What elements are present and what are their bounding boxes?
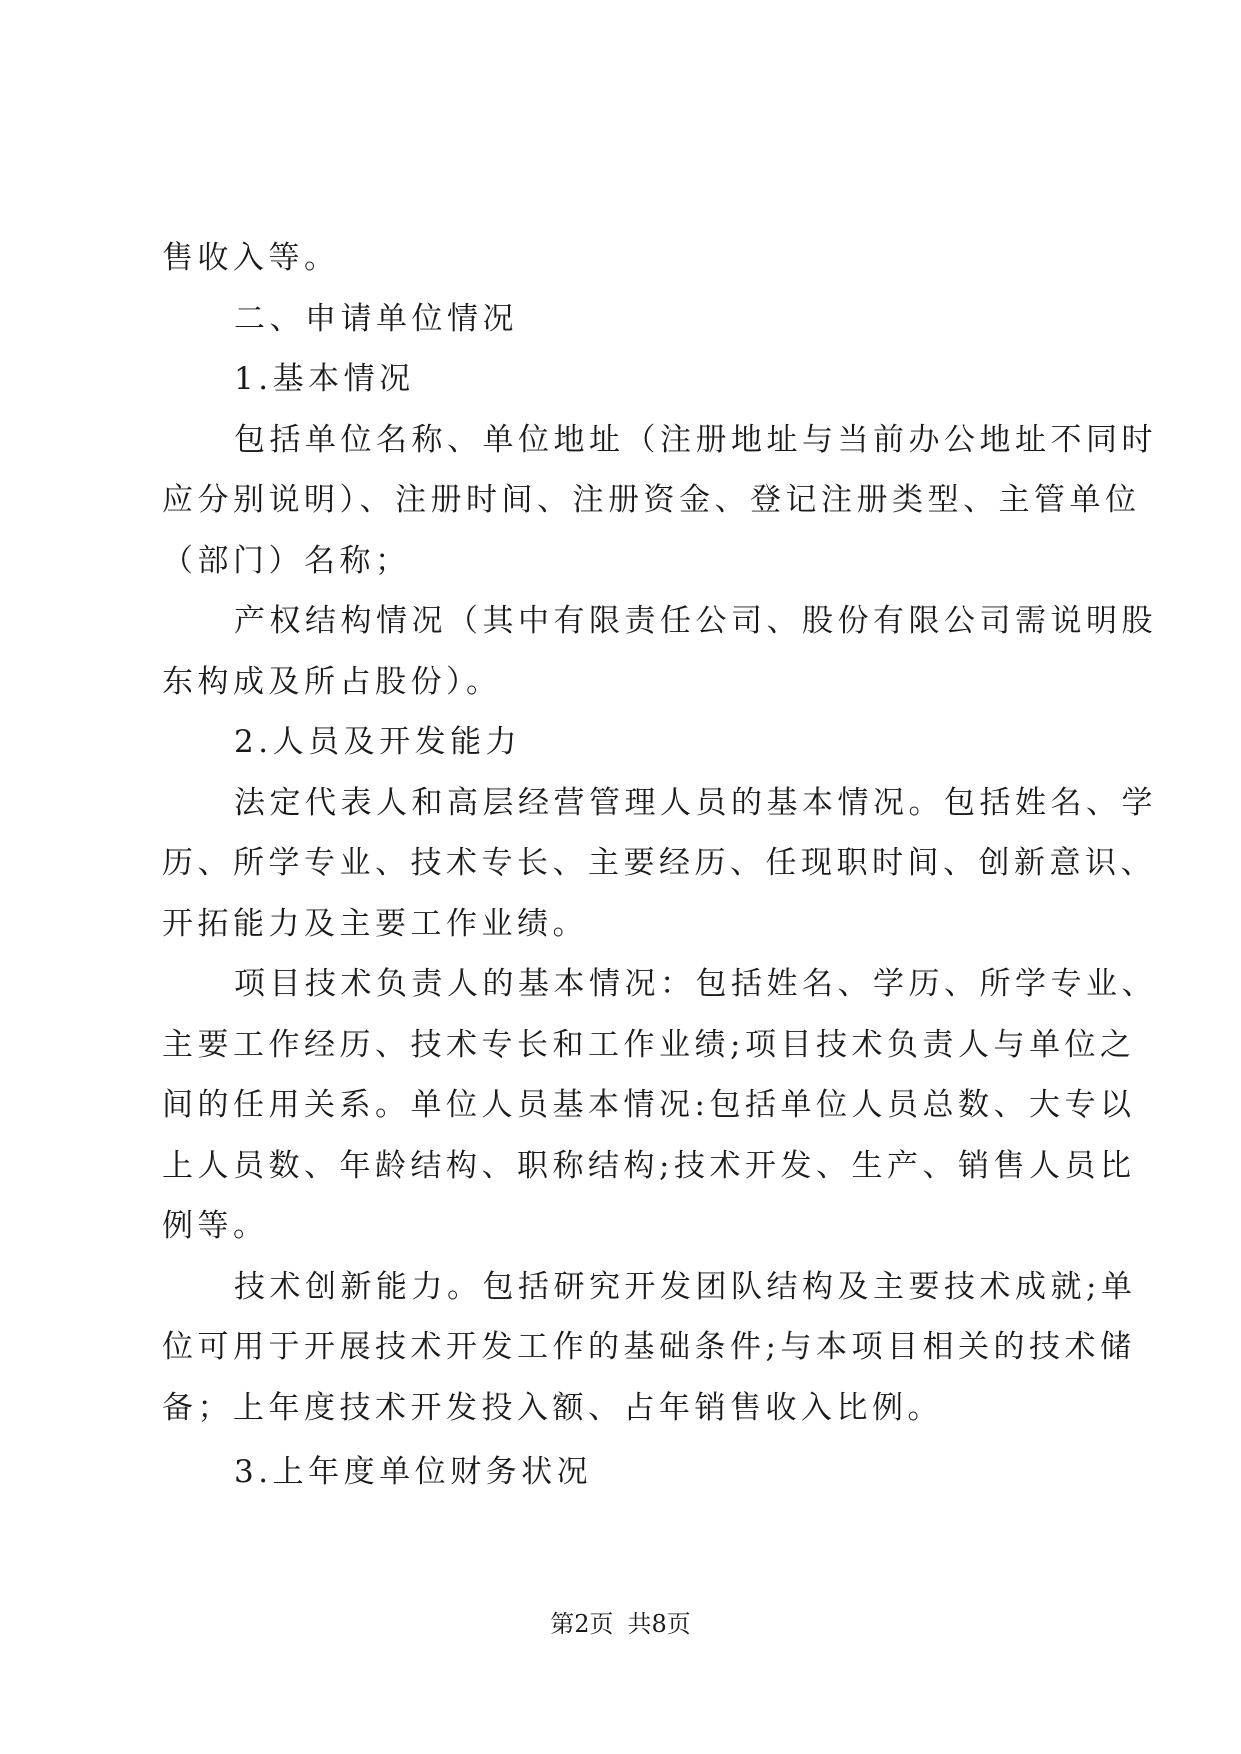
text-line: 法定代表人和高层经营管理人员的基本情况。包括姓名、学 bbox=[234, 784, 1157, 821]
text-line: 历、所学专业、技术专长、主要经历、任现职时间、创新意识、 bbox=[162, 845, 1156, 881]
document-body bbox=[162, 228, 1157, 1503]
text-line: 开拓能力及主要工作业绩。 bbox=[162, 905, 588, 942]
text-line: 主要工作经历、技术专长和工作业绩;项目技术负责人与单位之 bbox=[162, 1026, 1136, 1063]
text-line: 位可用于开展技术开发工作的基础条件;与本项目相关的技术储 bbox=[162, 1329, 1136, 1365]
text-line: 应分别说明）、注册时间、注册资金、登记注册类型、主管单位 bbox=[162, 482, 1141, 518]
text-line: 项目技术负责人的基本情况：包括姓名、学历、所学专业、 bbox=[234, 966, 1157, 1002]
page-footer bbox=[0, 1604, 1241, 1639]
subsection-heading: 2.人员及开发能力 bbox=[234, 724, 522, 760]
page-total: 共8页 bbox=[627, 1610, 691, 1638]
text-line: （部门）名称； bbox=[162, 542, 411, 579]
subsection-heading: 3.上年度单位财务状况 bbox=[234, 1454, 593, 1490]
page-number: 第2页 bbox=[550, 1610, 614, 1638]
text-line: 备；上年度技术开发投入额、占年销售收入比例。 bbox=[162, 1389, 943, 1426]
text-line: 产权结构情况（其中有限责任公司、股份有限公司需说明股 bbox=[234, 603, 1157, 639]
section-heading: 二、申请单位情况 bbox=[234, 300, 518, 337]
text-line: 包括单位名称、单位地址（注册地址与当前办公地址不同时 bbox=[234, 421, 1157, 458]
text-line: 售收入等。 bbox=[162, 240, 340, 276]
text-line: 东构成及所占股份）。 bbox=[162, 663, 502, 700]
text-line: 上人员数、年龄结构、职称结构;技术开发、生产、销售人员比 bbox=[162, 1147, 1136, 1184]
text-line: 技术创新能力。包括研究开发团队结构及主要技术成就;单 bbox=[234, 1268, 1137, 1305]
subsection-heading: 1.基本情况 bbox=[234, 361, 415, 397]
text-line: 间的任用关系。单位人员基本情况:包括单位人员总数、大专以 bbox=[162, 1087, 1136, 1123]
text-line: 例等。 bbox=[162, 1208, 269, 1244]
